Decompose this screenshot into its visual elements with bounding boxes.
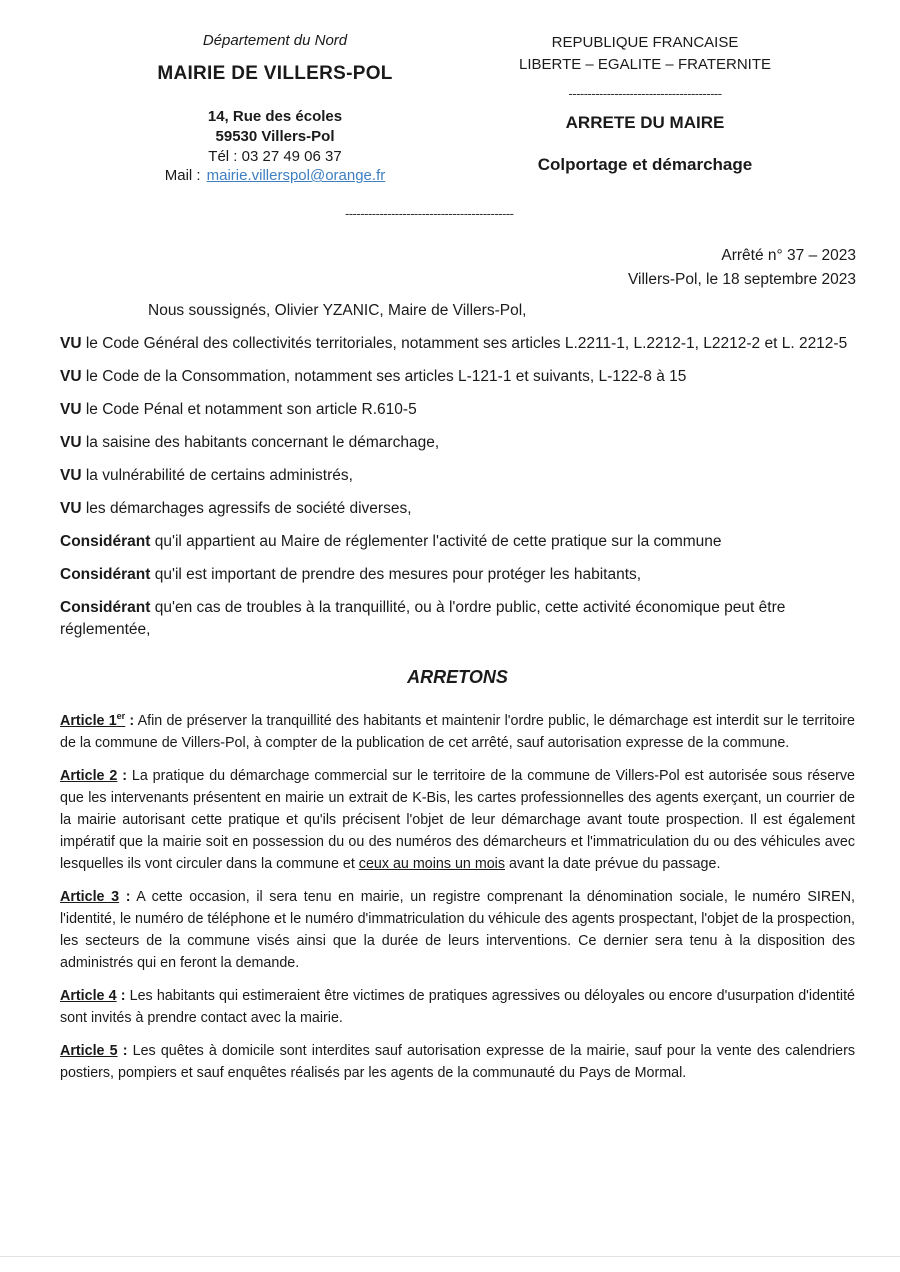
considerant-label: Considérant (60, 533, 151, 550)
article-text: Les habitants qui estimeraient être victimes de pratiques agressives ou déloyales ou encore d'usurpation d'identité sont invités à prendre contact avec la mairie. (60, 988, 856, 1026)
header-left (120, 28, 430, 185)
article-sep: : (119, 889, 131, 905)
article-sep: : (116, 988, 126, 1004)
separator-mid: -------------------------------------------- (345, 206, 514, 221)
article-text: Les quêtes à domicile sont interdites sauf autorisation expresse de la mairie, sauf pour la vente des calendriers postiers, pompiers et sauf enquêtes réalisés par les agents de la communauté du Pays de Mormal. (60, 1043, 856, 1081)
article-underlined: ceux au moins un mois (358, 856, 506, 872)
vu-label: VU (60, 335, 82, 352)
vu-item (60, 432, 855, 454)
vu-item (60, 498, 855, 520)
vu-label: VU (60, 368, 82, 385)
article-label: Article 4 (60, 988, 117, 1004)
mail-label: Mail : (164, 167, 201, 184)
considerant-item (60, 564, 855, 586)
vu-text: la vulnérabilité de certains administrés, (81, 467, 353, 484)
department: Département du Nord (202, 32, 348, 49)
article-4 (60, 985, 855, 1029)
article-sup: er (116, 711, 126, 722)
vu-label: VU (60, 401, 82, 418)
article-sep: : (125, 713, 135, 729)
vu-item (60, 333, 855, 355)
vu-item (60, 399, 855, 421)
republic: REPUBLIQUE FRANCAISE (551, 34, 739, 51)
arretons-heading: ARRETONS (407, 667, 508, 687)
phone: Tél : 03 27 49 06 37 (208, 148, 342, 165)
article-label: Article 2 (60, 768, 118, 784)
place-date: Villers-Pol, le 18 septembre 2023 (627, 271, 856, 288)
article-2 (60, 765, 855, 875)
article-text: A cette occasion, il sera tenu en mairie, un registre comprenant la dénomination sociale, le numéro SIREN, l'identité, le numéro de téléphone et le numéro d'immatriculation du véhicule des agents prospectant, l'objet de la prospection, les secteurs de la commune visés ainsi que la durée de leurs interventions. Ce dernier sera tenu à la disposition des administrés qui en feront la demande. (60, 889, 855, 971)
page-edge-line (0, 1256, 900, 1257)
mairie-name: MAIRIE DE VILLERS-POL (157, 63, 393, 84)
considerant-label: Considérant (60, 599, 151, 616)
vu-text: la saisine des habitants concernant le démarchage, (81, 434, 440, 451)
article-label: Article 5 (60, 1043, 118, 1059)
vu-text: le Code Général des collectivités territoriales, notamment ses articles L.2211-1, L.2212-1, L2212-2 et L. 2212-5 (81, 335, 848, 352)
reference (628, 244, 856, 292)
separator-right: ---------------------------------------- (568, 86, 722, 101)
document-body (60, 300, 855, 1095)
header-right (495, 32, 795, 175)
arrete-title: ARRETE DU MAIRE (565, 113, 725, 132)
article-text: La pratique du démarchage commercial sur le territoire de la commune de Villers-Pol est autorisée sous réserve que les intervenants présentent en mairie un extrait de K-Bis, les cartes professionnelles des agents exerçant, un courrier de la mairie autorisant cette pratique et qu'ils précisent l'objet de leur démarchage avant toute prospection. Il est également impératif que la mairie soit en possession du ou des numéros des démarcheurs et l'immatriculation du ou des véhicules avec lesquelles ils vont circuler dans la commune et (60, 768, 856, 872)
vu-label: VU (60, 467, 82, 484)
considerant-item (60, 597, 855, 641)
mail-link[interactable]: mairie.villerspol@orange.fr (206, 167, 386, 184)
address-line-1: 14, Rue des écoles (207, 108, 343, 125)
arrete-number: Arrêté n° 37 – 2023 (721, 247, 856, 264)
mail-line (120, 166, 430, 185)
vu-label: VU (60, 500, 82, 517)
arrete-subject: Colportage et démarchage (537, 155, 753, 174)
article-1 (60, 710, 855, 754)
considerant-text: qu'en cas de troubles à la tranquillité, ou à l'ordre public, cette activité économique peut être réglementée, (60, 599, 786, 638)
article-3 (60, 886, 855, 974)
article-sep: : (117, 1043, 128, 1059)
considerant-label: Considérant (60, 566, 151, 583)
motto: LIBERTE – EGALITE – FRATERNITE (518, 56, 771, 73)
vu-item (60, 366, 855, 388)
article-label: Article 3 (60, 889, 120, 905)
article-sep: : (117, 768, 127, 784)
considerant-item (60, 531, 855, 553)
vu-text: les démarchages agressifs de société diverses, (81, 500, 412, 517)
article-text-after: avant la date prévue du passage. (505, 856, 721, 872)
vu-text: le Code de la Consommation, notamment ses articles L-121-1 et suivants, L-122-8 à 15 (81, 368, 687, 385)
article-text: Afin de préserver la tranquillité des habitants et maintenir l'ordre public, le démarchage est interdit sur le territoire de la commune de Villers-Pol, à compter de la publication de cet arrêté, sauf autorisation expresse de la commune. (60, 713, 855, 751)
considerant-text: qu'il est important de prendre des mesures pour protéger les habitants, (150, 566, 642, 583)
address-line-2: 59530 Villers-Pol (215, 128, 335, 145)
considerant-text: qu'il appartient au Maire de réglementer l'activité de cette pratique sur la commune (150, 533, 722, 550)
vu-label: VU (60, 434, 82, 451)
article-5 (60, 1040, 855, 1084)
vu-item (60, 465, 855, 487)
intro: Nous soussignés, Olivier YZANIC, Maire de Villers-Pol, (148, 302, 527, 319)
article-label: Article 1er (60, 711, 126, 729)
vu-text: le Code Pénal et notamment son article R.610-5 (81, 401, 417, 418)
